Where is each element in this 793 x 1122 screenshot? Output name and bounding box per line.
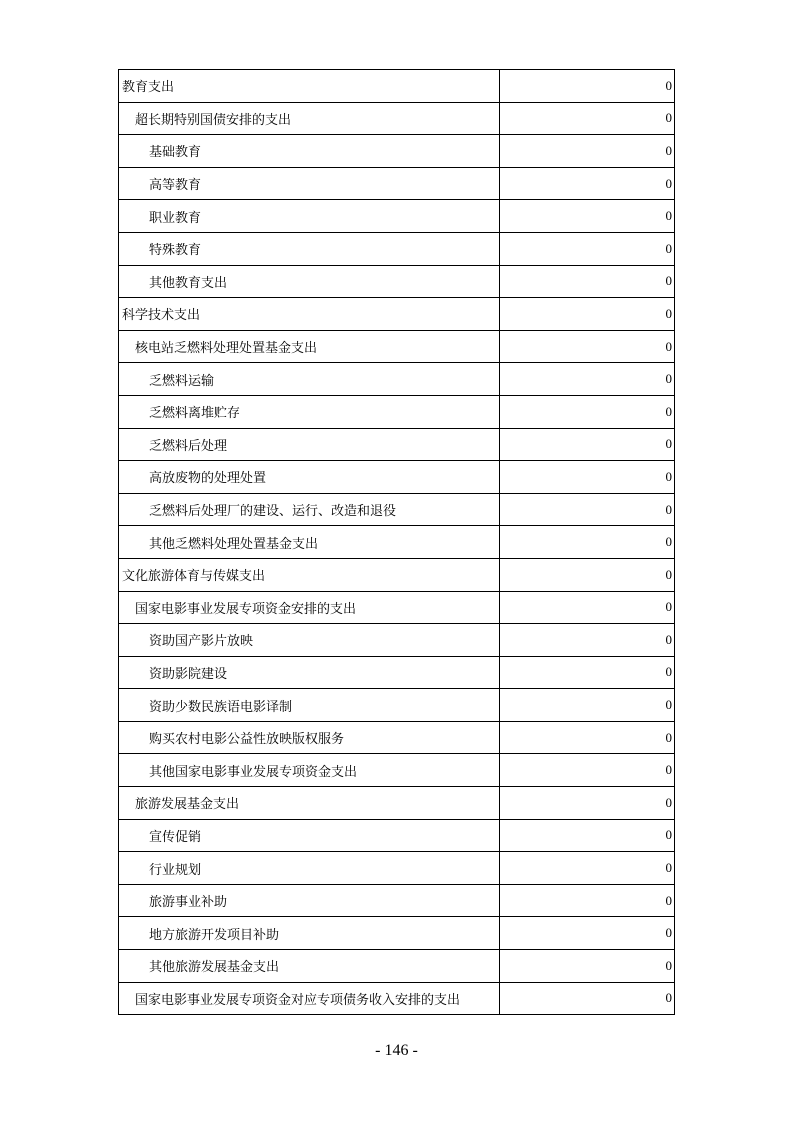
table-row	[119, 232, 675, 265]
row-value: 0	[500, 330, 675, 363]
table-row	[119, 884, 675, 917]
row-value: 0	[500, 200, 675, 233]
row-value: 0	[500, 232, 675, 265]
row-label: 购买农村电影公益性放映版权服务	[119, 721, 500, 754]
table-row	[119, 298, 675, 331]
table-row	[119, 950, 675, 983]
row-label: 资助影院建设	[119, 656, 500, 689]
table-row	[119, 917, 675, 950]
row-label: 乏燃料运输	[119, 363, 500, 396]
row-value: 0	[500, 852, 675, 885]
table-row	[119, 591, 675, 624]
row-label: 其他乏燃料处理处置基金支出	[119, 526, 500, 559]
row-label: 资助国产影片放映	[119, 624, 500, 657]
row-value: 0	[500, 102, 675, 135]
row-label: 旅游发展基金支出	[119, 787, 500, 820]
table-row	[119, 526, 675, 559]
row-label: 资助少数民族语电影译制	[119, 689, 500, 722]
row-value: 0	[500, 70, 675, 103]
table-row	[119, 721, 675, 754]
table-row	[119, 558, 675, 591]
budget-table-body	[119, 70, 675, 1015]
row-value: 0	[500, 721, 675, 754]
table-row	[119, 493, 675, 526]
table-row	[119, 787, 675, 820]
row-value: 0	[500, 917, 675, 950]
row-value: 0	[500, 428, 675, 461]
row-label: 乏燃料后处理厂的建设、运行、改造和退役	[119, 493, 500, 526]
row-label: 行业规划	[119, 852, 500, 885]
row-value: 0	[500, 461, 675, 494]
page-number: - 146 -	[375, 1042, 418, 1059]
row-label: 特殊教育	[119, 232, 500, 265]
table-row	[119, 265, 675, 298]
row-value: 0	[500, 950, 675, 983]
row-value: 0	[500, 135, 675, 168]
row-value: 0	[500, 624, 675, 657]
table-row	[119, 102, 675, 135]
row-value: 0	[500, 884, 675, 917]
row-value: 0	[500, 689, 675, 722]
budget-table	[118, 69, 675, 1015]
table-row	[119, 200, 675, 233]
table-row	[119, 461, 675, 494]
row-value: 0	[500, 591, 675, 624]
row-value: 0	[500, 298, 675, 331]
table-row	[119, 135, 675, 168]
table-row	[119, 395, 675, 428]
row-label: 基础教育	[119, 135, 500, 168]
row-label: 超长期特别国债安排的支出	[119, 102, 500, 135]
table-row	[119, 982, 675, 1015]
row-value: 0	[500, 526, 675, 559]
row-value: 0	[500, 982, 675, 1015]
row-label: 科学技术支出	[119, 298, 500, 331]
row-label: 宣传促销	[119, 819, 500, 852]
table-row	[119, 852, 675, 885]
table-row	[119, 624, 675, 657]
row-value: 0	[500, 754, 675, 787]
row-label: 其他旅游发展基金支出	[119, 950, 500, 983]
row-label: 国家电影事业发展专项资金安排的支出	[119, 591, 500, 624]
row-value: 0	[500, 395, 675, 428]
table-row	[119, 330, 675, 363]
table-row	[119, 754, 675, 787]
row-label: 高放废物的处理处置	[119, 461, 500, 494]
row-value: 0	[500, 265, 675, 298]
table-row	[119, 689, 675, 722]
table-row	[119, 70, 675, 103]
row-label: 国家电影事业发展专项资金对应专项债务收入安排的支出	[119, 982, 500, 1015]
row-value: 0	[500, 558, 675, 591]
table-row	[119, 819, 675, 852]
row-label: 其他教育支出	[119, 265, 500, 298]
row-value: 0	[500, 819, 675, 852]
row-label: 乏燃料离堆贮存	[119, 395, 500, 428]
row-label: 地方旅游开发项目补助	[119, 917, 500, 950]
row-value: 0	[500, 787, 675, 820]
row-label: 旅游事业补助	[119, 884, 500, 917]
row-label: 高等教育	[119, 167, 500, 200]
row-value: 0	[500, 493, 675, 526]
row-value: 0	[500, 363, 675, 396]
table-row	[119, 428, 675, 461]
row-value: 0	[500, 167, 675, 200]
table-row	[119, 363, 675, 396]
row-label: 教育支出	[119, 70, 500, 103]
row-label: 乏燃料后处理	[119, 428, 500, 461]
row-label: 文化旅游体育与传媒支出	[119, 558, 500, 591]
table-row	[119, 656, 675, 689]
row-label: 其他国家电影事业发展专项资金支出	[119, 754, 500, 787]
row-label: 职业教育	[119, 200, 500, 233]
row-value: 0	[500, 656, 675, 689]
row-label: 核电站乏燃料处理处置基金支出	[119, 330, 500, 363]
table-row	[119, 167, 675, 200]
